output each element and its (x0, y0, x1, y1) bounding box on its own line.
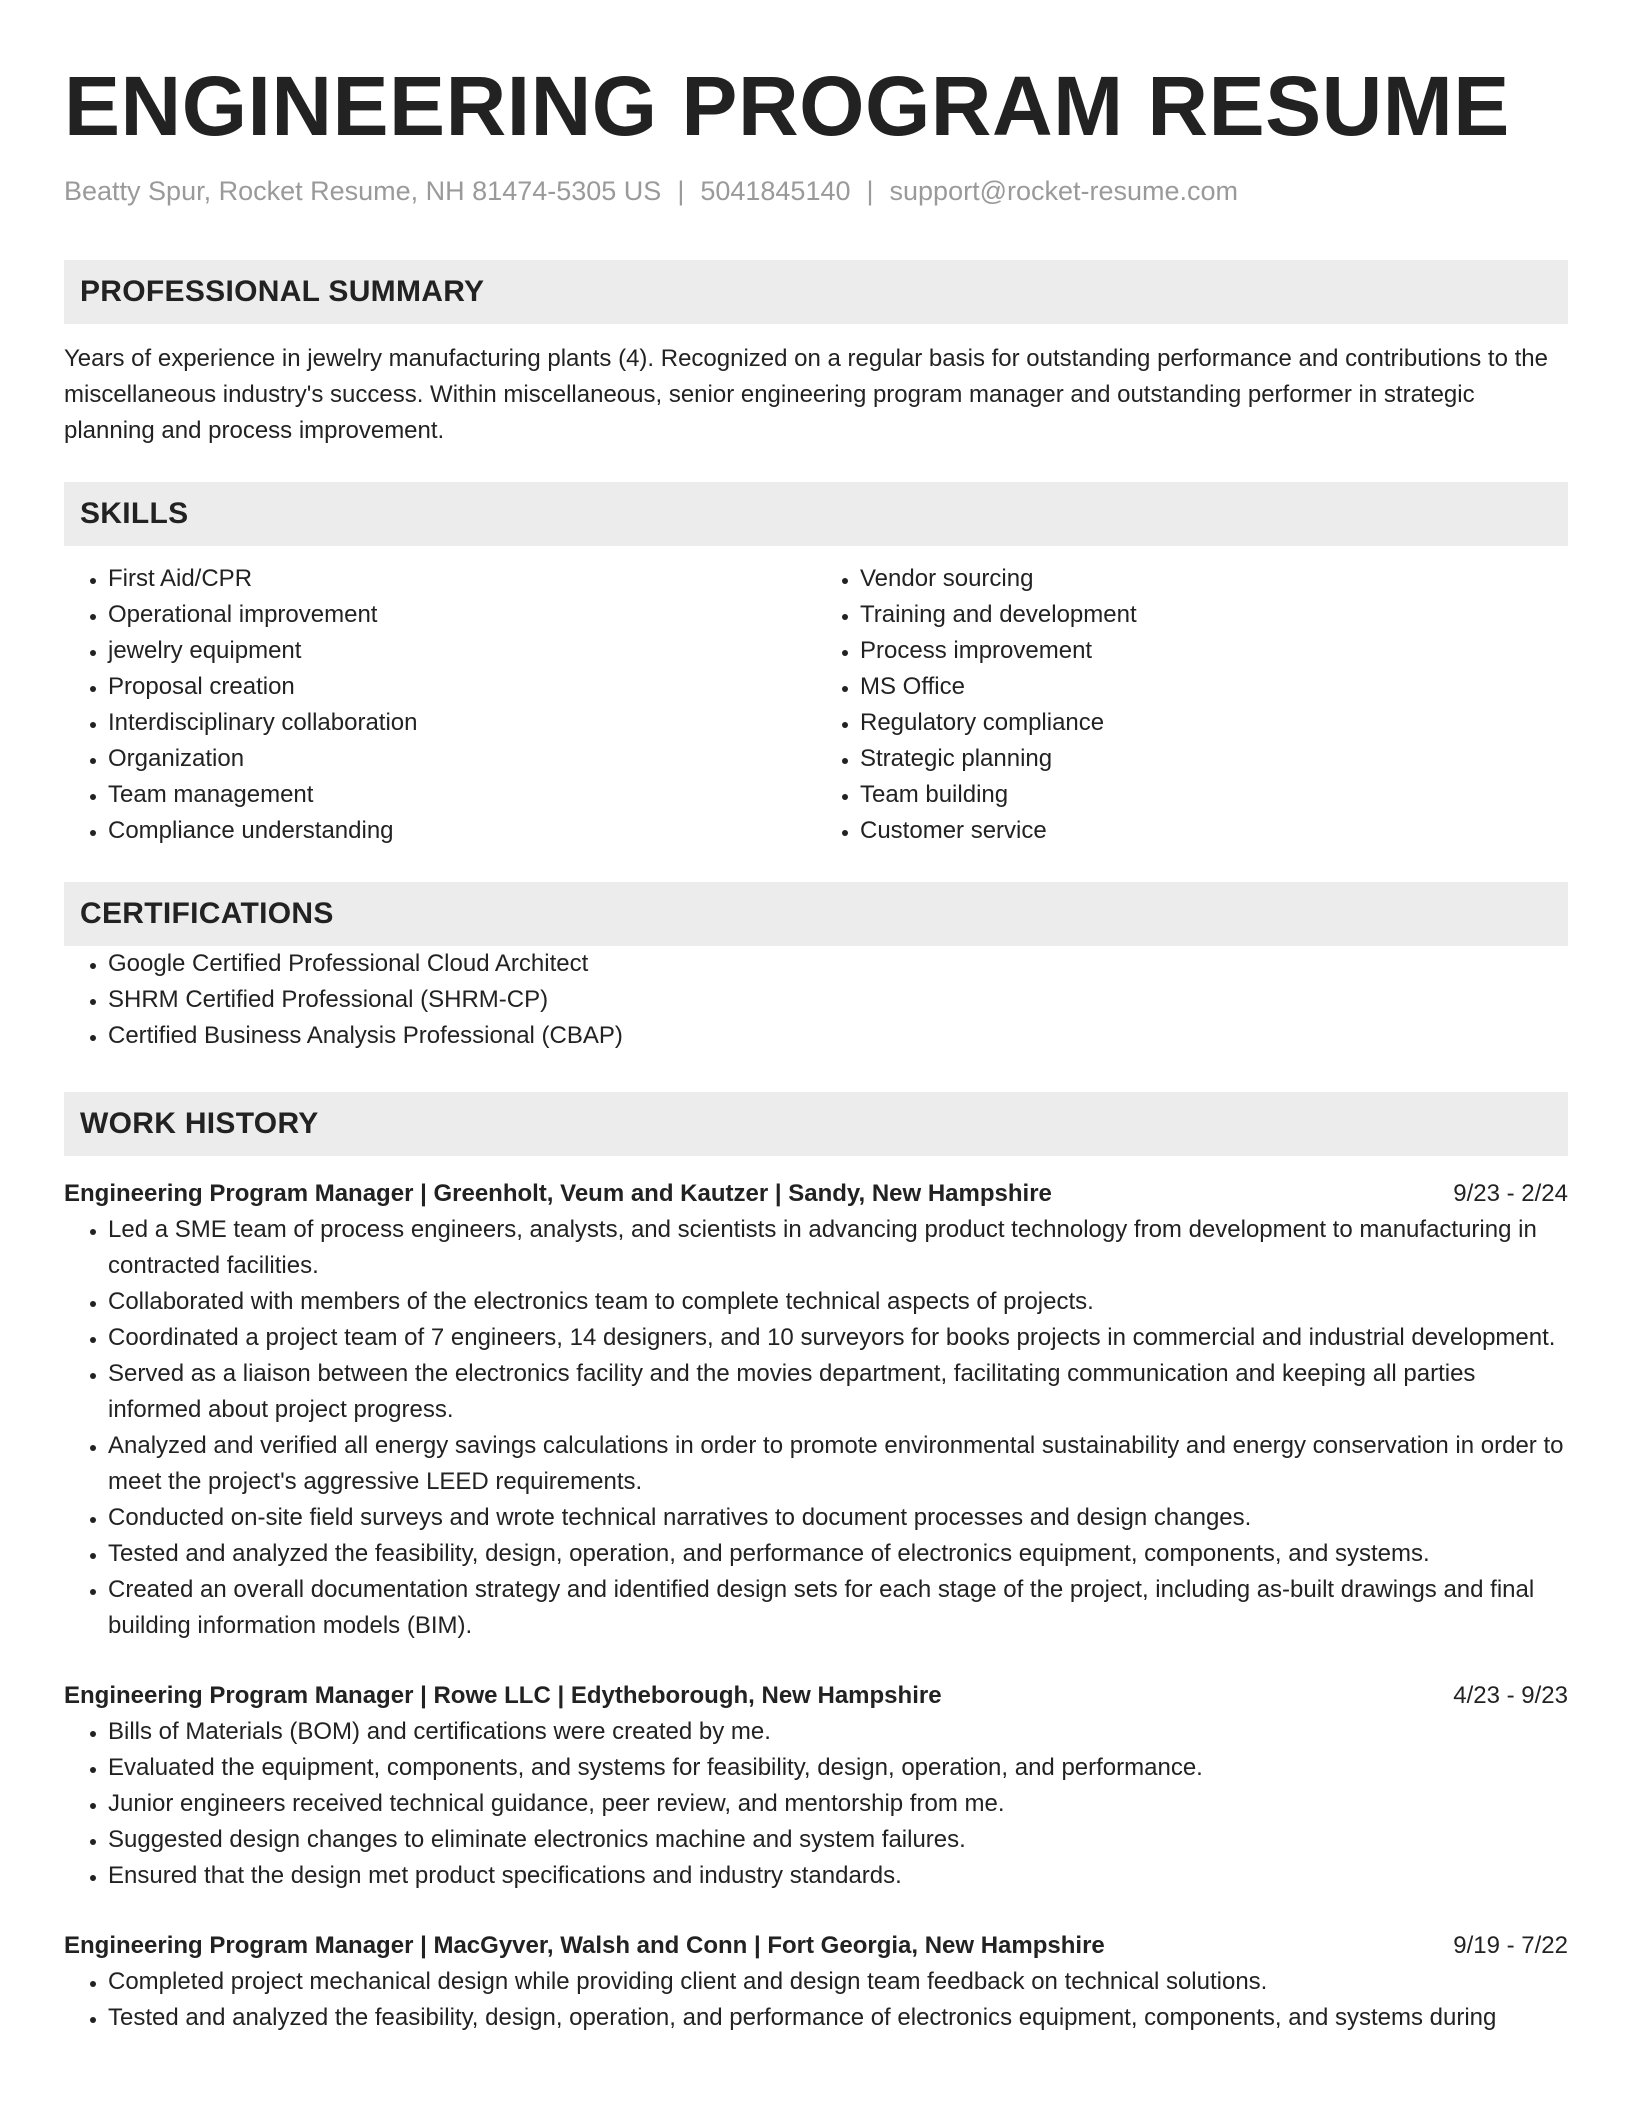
section-heading-work-history: WORK HISTORY (64, 1092, 1568, 1156)
job-bullets (64, 1964, 1568, 2036)
contact-phone: 5041845140 (700, 176, 851, 206)
job-bullet: • Bills of Materials (BOM) and certifications were created by me. (108, 1714, 1568, 1750)
job-title: Engineering Program Manager | Rowe LLC | Edytheborough, New Hampshire (64, 1682, 942, 1709)
contact-separator: | (866, 176, 874, 206)
job-title: Engineering Program Manager | Greenholt, Veum and Kautzer | Sandy, New Hampshire (64, 1180, 1052, 1207)
job-bullet: • Analyzed and verified all energy savings calculations in order to promote environmental sustainability and energy conservation in order to meet the project's aggressive LEED requirements. (108, 1428, 1568, 1500)
job-bullet: • Coordinated a project team of 7 engineers, 14 designers, and 10 surveyors for books projects in commercial and industrial development. (108, 1320, 1568, 1356)
skill-item: • Team management (108, 777, 816, 813)
job-bullet: • Evaluated the equipment, components, and systems for feasibility, design, operation, and performance. (108, 1750, 1568, 1786)
section-heading-skills: SKILLS (64, 482, 1568, 546)
job-bullet: • Served as a liaison between the electronics facility and the movies department, facilitating communication and keeping all parties informed about project progress. (108, 1356, 1568, 1428)
skills-list-right (816, 561, 1568, 849)
job-bullet: • Collaborated with members of the electronics team to complete technical aspects of projects. (108, 1284, 1568, 1320)
job-entry (64, 1678, 1568, 1894)
contact-email: support@rocket-resume.com (889, 176, 1239, 206)
job-bullet: • Tested and analyzed the feasibility, design, operation, and performance of electronics equipment, components, and systems during (108, 2000, 1568, 2036)
section-heading-summary: PROFESSIONAL SUMMARY (64, 260, 1568, 324)
skill-item: • jewelry equipment (108, 633, 816, 669)
skill-item: • Vendor sourcing (860, 561, 1568, 597)
job-bullet: • Created an overall documentation strategy and identified design sets for each stage of the project, including as-built drawings and final building information models (BIM). (108, 1572, 1568, 1644)
job-bullet: • Led a SME team of process engineers, analysts, and scientists in advancing product technology from development to manufacturing in contracted facilities. (108, 1212, 1568, 1284)
section-heading-certifications: CERTIFICATIONS (64, 882, 1568, 946)
skill-item: • Training and development (860, 597, 1568, 633)
skill-item: • Operational improvement (108, 597, 816, 633)
skill-item: • Process improvement (860, 633, 1568, 669)
contact-separator: | (677, 176, 685, 206)
skill-item: • First Aid/CPR (108, 561, 816, 597)
skill-item: • Strategic planning (860, 741, 1568, 777)
job-header (64, 1176, 1568, 1212)
skill-item: • Interdisciplinary collaboration (108, 705, 816, 741)
skill-item: • Organization (108, 741, 816, 777)
job-entry (64, 1176, 1568, 1644)
resume-title: ENGINEERING PROGRAM RESUME (64, 59, 1510, 153)
job-title: Engineering Program Manager | MacGyver, Walsh and Conn | Fort Georgia, New Hampshire (64, 1932, 1105, 1959)
job-header (64, 1678, 1568, 1714)
skill-item: • MS Office (860, 669, 1568, 705)
job-bullet: • Suggested design changes to eliminate electronics machine and system failures. (108, 1822, 1568, 1858)
certification-item: • SHRM Certified Professional (SHRM-CP) (108, 982, 1568, 1018)
job-bullets (64, 1212, 1568, 1644)
job-bullets (64, 1714, 1568, 1894)
skill-item: • Customer service (860, 813, 1568, 849)
job-dates: 9/23 - 2/24 (1453, 1180, 1568, 1207)
certification-item: • Google Certified Professional Cloud Architect (108, 946, 1568, 982)
certifications-list (64, 946, 1568, 1054)
job-dates: 9/19 - 7/22 (1453, 1932, 1568, 1959)
summary-text: Years of experience in jewelry manufacturing plants (4). Recognized on a regular basis for outstanding performance and contributions to the miscellaneous industry's success. Within miscellaneous, senior engineering program manager and outstanding performer in strategic planning and process improvement. (64, 345, 1548, 444)
job-dates: 4/23 - 9/23 (1453, 1682, 1568, 1709)
skill-item: • Regulatory compliance (860, 705, 1568, 741)
job-bullet: • Ensured that the design met product specifications and industry standards. (108, 1858, 1568, 1894)
certification-item: • Certified Business Analysis Professional (CBAP) (108, 1018, 1568, 1054)
skill-item: • Proposal creation (108, 669, 816, 705)
skills-column-right (816, 561, 1568, 849)
contact-line (64, 174, 1568, 208)
job-bullet: • Completed project mechanical design while providing client and design team feedback on technical solutions. (108, 1964, 1568, 2000)
skills-grid (64, 561, 1568, 849)
job-entry (64, 1928, 1568, 2036)
skill-item: • Compliance understanding (108, 813, 816, 849)
job-bullet: • Tested and analyzed the feasibility, design, operation, and performance of electronics equipment, components, and systems. (108, 1536, 1568, 1572)
contact-address: Beatty Spur, Rocket Resume, NH 81474-5305 US (64, 176, 662, 206)
skill-item: • Team building (860, 777, 1568, 813)
job-bullet: • Junior engineers received technical guidance, peer review, and mentorship from me. (108, 1786, 1568, 1822)
skills-column-left (64, 561, 816, 849)
skills-list-left (64, 561, 816, 849)
job-header (64, 1928, 1568, 1964)
job-bullet: • Conducted on-site field surveys and wrote technical narratives to document processes and design changes. (108, 1500, 1568, 1536)
